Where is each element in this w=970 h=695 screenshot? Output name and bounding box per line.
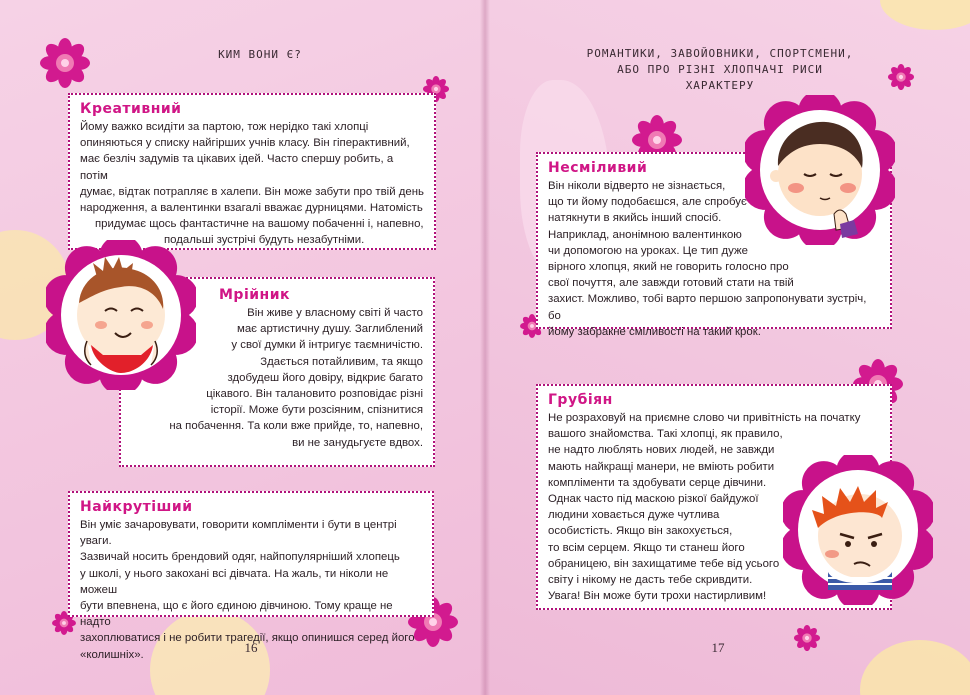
text-line: Однак часто під маскою різкої байдужої <box>548 493 759 506</box>
text-line: придумає щось фантастичне на вашому побаченні і, напевно, <box>95 218 424 231</box>
text-line: особистість. Якщо він закохується, <box>548 525 733 538</box>
text-line: чи допомогою на уроках. Це тип дуже <box>548 244 748 257</box>
section-creative <box>68 93 436 250</box>
text-line: йому забракне сміливості на такий крок. <box>548 325 761 338</box>
text-line: Він живе у власному світі й часто <box>247 307 423 319</box>
text-line: подальші зустрічі будуть незабутніми. <box>164 234 365 247</box>
text-line: має безліч задумів та цікавих ідей. Часто спершу робить, а потім <box>80 153 394 182</box>
text-line: захоплюватися і не робити трагедії, якщо опинишся серед його <box>80 632 415 645</box>
text-line: людини ховається дуже чутлива <box>548 509 720 522</box>
right-header-line: РОМАНТИКИ, ЗАВОЙОВНИКИ, СПОРТСМЕНИ, <box>586 47 854 60</box>
text-line: Увага! Він може бути трохи настирливим! <box>548 590 767 603</box>
text-line: у свої думки й інтригує таємничістю. <box>231 339 423 352</box>
text-line: натякнути в якийсь інший спосіб. <box>548 212 722 225</box>
left-page-header: КИМ ВОНИ Є? <box>218 48 302 61</box>
boy-portrait-icon <box>46 240 196 390</box>
flower-icon <box>888 64 914 90</box>
text-line: Наприклад, анонімною валентинкою <box>548 228 742 241</box>
text-line: не надто люблять нових людей, не завжди <box>548 444 775 457</box>
text-line: то всім серцем. Якщо ти станеш його <box>548 541 745 554</box>
section-title: Найкрутіший <box>80 499 193 515</box>
text-line: на побачення. Та коли вже прийде, то, напевно, <box>169 420 423 433</box>
boy-portrait-icon <box>745 95 895 245</box>
text-line: Він ніколи відверто не зізнається, <box>548 180 726 192</box>
section-title: Несміливий <box>548 160 648 176</box>
text-line: захист. Можливо, тобі варто першою запропонувати зустріч, бо <box>548 293 867 322</box>
text-line: цікавого. Він талановито розповідає різні <box>206 388 423 401</box>
text-line: Йому важко всидіти за партою, тож нерідко такі хлопці <box>80 121 369 133</box>
text-line: компліменти та здобувати серце дівчини. <box>548 476 767 489</box>
text-line: світу і нікому не дасть тебе скривдити. <box>548 574 753 587</box>
text-line: вірного хлопця, який не говорить голосно про <box>548 261 789 274</box>
text-line: ви не занудьгуєте вдвох. <box>292 436 423 449</box>
text-line: Не розраховуй на приємне слово чи привітність на початку <box>548 412 861 424</box>
section-title: Грубіян <box>548 392 613 408</box>
flower-icon <box>794 625 820 651</box>
section-text <box>80 119 424 249</box>
section-title: Мрійник <box>219 287 291 303</box>
text-line: опиняються у списку найгірших учнів класу. Він гіперактивний, <box>80 137 410 150</box>
right-page-header <box>585 46 855 94</box>
text-line: що ти йому подобаєшся, але спробує <box>548 196 747 209</box>
text-line: народження, а валентинки взагалі вважає дурницями. Натомість <box>80 202 423 215</box>
text-line: Здається потайливим, та якщо <box>260 355 423 368</box>
page-number: 17 <box>711 640 725 655</box>
book-gutter <box>480 0 490 695</box>
boy-portrait-icon <box>783 455 933 605</box>
text-line: історії. Може бути розсіяним, спізнитися <box>210 404 423 417</box>
text-line: обраницею, він захищатиме тебе від усього <box>548 557 780 570</box>
page-number: 16 <box>244 640 258 655</box>
text-line: свої почуття, але завжди готовий стати на твій <box>548 277 794 290</box>
right-header-line: АБО ПРО РІЗНІ ХЛОПЧАЧІ РИСИ ХАРАКТЕРУ <box>617 63 823 92</box>
text-line: «колишніх». <box>80 648 144 661</box>
text-line: вашого знайомства. Такі хлопці, як правило, <box>548 428 783 441</box>
text-line: у школі, у нього закохані всі дівчата. На жаль, ти ніколи не можеш <box>80 567 389 596</box>
text-line: думає, відтак потрапляє в халепи. Він може забути про твій день <box>80 185 424 198</box>
text-line: мають найкращі манери, не вміють робити <box>548 460 775 473</box>
text-line: здобудеш його довіру, відкриє багато <box>227 371 423 384</box>
text-line: Зазвичай носить брендовий одяг, найпопулярніший хлопець <box>80 551 400 564</box>
section-title: Креативний <box>80 101 182 117</box>
flower-icon <box>40 38 90 88</box>
text-line: бути впевнена, що є його єдиною дівчиною. Тому краще не надто <box>80 600 393 629</box>
text-line: Він уміє зачаровувати, говорити компліменти і бути в центрі уваги. <box>80 519 397 548</box>
text-line: має артистичну душу. Заглиблений <box>236 323 423 336</box>
